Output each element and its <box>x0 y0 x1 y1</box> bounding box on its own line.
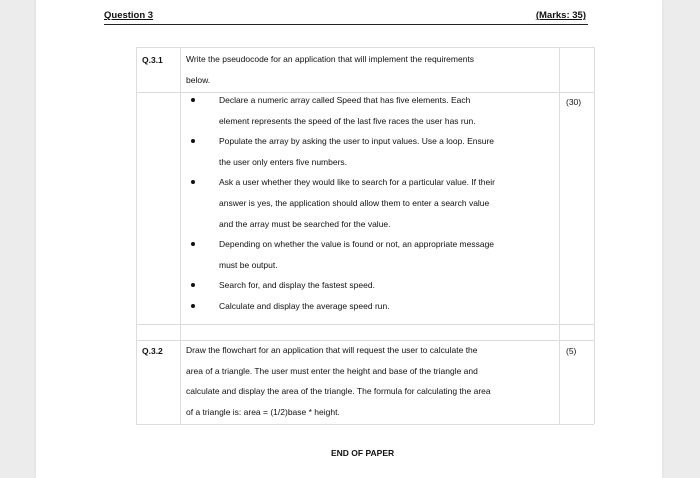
bullet-icon <box>191 139 195 143</box>
bullet-icon <box>191 180 195 184</box>
bullet-icon <box>191 98 195 102</box>
q32-number: Q.3.2 <box>142 346 163 356</box>
list-item: Ask a user whether they would like to search for a particular value. If their answer is yes, the application should allow them to enter a search value and the array must be searched for the value. <box>180 172 560 234</box>
table-top-border <box>136 47 594 48</box>
list-item: Calculate and display the average speed run. <box>180 296 560 317</box>
q31-intro-line-1: Write the pseudocode for an application that will implement the requirements <box>186 54 475 64</box>
list-item: Search for, and display the fastest speed. <box>180 275 560 296</box>
total-marks: (Marks: 35) <box>535 10 586 21</box>
q31-intro <box>186 49 556 90</box>
list-item: Declare a numeric array called Speed that has five elements. Each element represents the speed of the last five races the user has run. <box>180 90 560 131</box>
question-title: Question 3 <box>104 10 154 21</box>
bullet-icon <box>191 283 195 287</box>
row-divider-2 <box>136 324 594 325</box>
bullet-icon <box>191 242 195 246</box>
table-bottom-border <box>136 424 594 425</box>
question-header <box>104 10 588 25</box>
q31-number: Q.3.1 <box>142 55 163 65</box>
table-left-border <box>136 47 137 424</box>
q32-text: Draw the flowchart for an application that will request the user to calculate the area of a triangle. The user must enter the height and base of the triangle and calculate and display the area of the triangle. The formula for calculating the area of a triangle is: area = (1/2)base * height. <box>186 345 491 417</box>
end-of-paper: END OF PAPER <box>331 448 395 458</box>
list-item: Populate the array by asking the user to input values. Use a loop. Ensure the user only enters five numbers. <box>180 131 560 172</box>
q31-marks: (30) <box>566 97 582 107</box>
list-item: Depending on whether the value is found or not, an appropriate message must be output. <box>180 234 560 275</box>
table-right-border <box>594 47 595 424</box>
bullet-icon <box>191 304 195 308</box>
q31-requirements-list <box>180 90 560 317</box>
q31-intro-line-2: below. <box>186 74 211 85</box>
q32-marks: (5) <box>566 346 577 356</box>
